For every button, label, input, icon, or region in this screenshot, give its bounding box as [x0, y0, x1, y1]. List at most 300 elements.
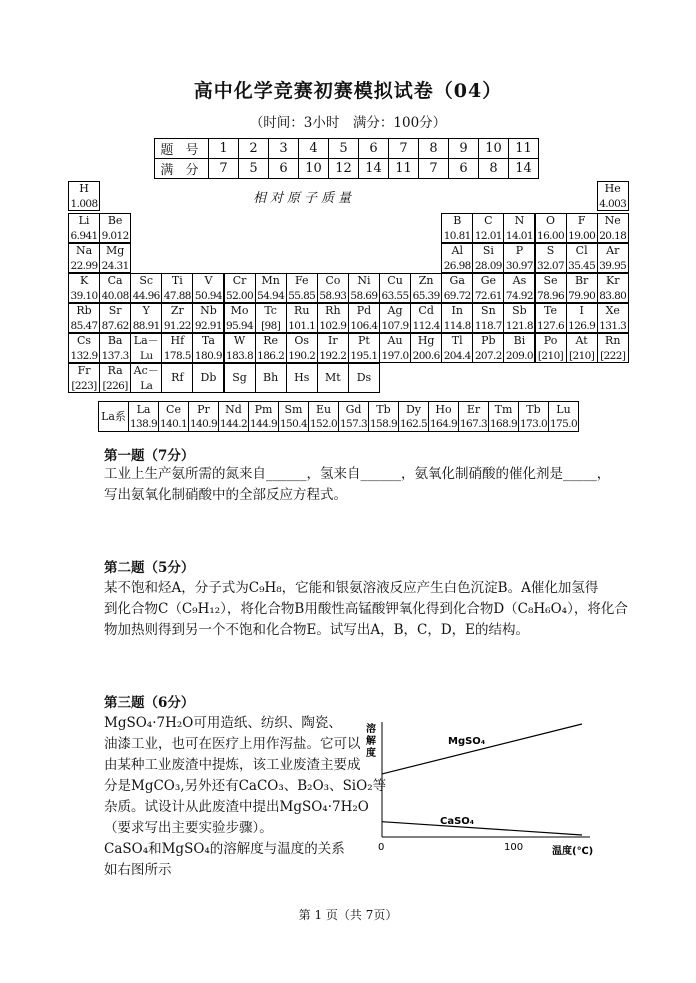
element-symbol: Sg: [232, 371, 247, 384]
element-mass: [210]: [569, 350, 595, 362]
element-symbol: Tl: [451, 334, 463, 347]
element-cell-bi: [503, 333, 535, 363]
element-mass: 190.2: [288, 350, 316, 362]
element-symbol: Sn: [481, 304, 496, 317]
element-symbol: Re: [263, 334, 279, 347]
question-number-cell: 3: [269, 139, 299, 159]
element-mass: 106.4: [350, 320, 378, 332]
element-cell-xe: [597, 303, 629, 333]
element-cell-li: [68, 213, 100, 243]
element-symbol: Pd: [356, 304, 372, 317]
element-cell-pb: [472, 333, 504, 363]
element-mass: 47.88: [163, 290, 191, 302]
element-symbol: At: [575, 334, 588, 347]
element-mass: 74.92: [505, 290, 533, 302]
element-symbol: Tc: [264, 304, 277, 317]
score-table-row-label: 题 号: [155, 139, 209, 159]
element-mass: 1.008: [70, 198, 98, 210]
element-cell-n: [503, 213, 535, 243]
element-mass: 4.003: [599, 198, 627, 210]
element-symbol: O: [546, 214, 556, 227]
element-mass: 204.4: [443, 350, 471, 362]
element-symbol: H: [79, 182, 89, 195]
element-symbol: La－: [133, 334, 159, 347]
element-cell-mo: [224, 303, 256, 333]
element-cell-os: [286, 333, 318, 363]
question-1-heading: 第一题（7分）: [104, 448, 195, 464]
element-symbol: He: [604, 182, 621, 195]
element-mass: 195.1: [350, 350, 378, 362]
element-symbol: Ni: [357, 274, 371, 287]
question-number-cell: 6: [359, 139, 389, 159]
element-symbol: I: [579, 304, 584, 317]
element-cell-na: [68, 243, 100, 273]
element-symbol: As: [512, 274, 527, 287]
element-cell-hf: [161, 333, 193, 363]
element-mass: 9.012: [101, 230, 129, 242]
question-score-cell: 14: [359, 159, 389, 179]
element-symbol: Db: [200, 371, 217, 384]
element-mass: 35.45: [568, 260, 596, 272]
lanthanide-cell-la: La 138.9: [129, 402, 158, 430]
element-mass: [226]: [102, 380, 128, 392]
element-cell-ba: [99, 333, 131, 363]
element-cell-be: [99, 213, 131, 243]
element-symbol: Ne: [604, 214, 621, 227]
element-mass: 209.0: [505, 350, 533, 362]
element-symbol: Be: [107, 214, 123, 227]
question-number-cell: 4: [299, 139, 329, 159]
question-score-cell: 5: [239, 159, 269, 179]
element-cell-pd: [348, 303, 380, 333]
element-mass: 127.6: [537, 320, 565, 332]
element-symbol: Xe: [605, 304, 620, 317]
element-cell-db: [192, 363, 224, 393]
element-symbol: Po: [543, 334, 558, 347]
lanthanide-cell-lu: Lu 175.0: [549, 402, 578, 430]
element-mass: 50.94: [194, 290, 222, 302]
element-cell-ne: [597, 213, 629, 243]
element-mass: 112.4: [412, 320, 440, 332]
question-2-heading: 第二题（5分）: [104, 560, 195, 576]
element-cell-tc: [255, 303, 287, 333]
element-mass: 39.95: [599, 260, 627, 272]
element-cell-ag: [379, 303, 411, 333]
element-mass: 87.62: [101, 320, 129, 332]
element-symbol: Al: [451, 244, 463, 257]
element-cell-o: [535, 213, 567, 243]
element-cell-y: [130, 303, 162, 333]
element-mass: 200.6: [412, 350, 440, 362]
element-cell-rh: [317, 303, 349, 333]
question-score-cell: 10: [299, 159, 329, 179]
series-label-caso4: CaSO₄: [440, 816, 475, 827]
element-symbol: Ru: [294, 304, 310, 317]
element-symbol: Zr: [170, 304, 184, 317]
element-cell-ge: [472, 273, 504, 303]
element-cell-ds: [348, 363, 380, 393]
element-symbol: Bh: [263, 371, 279, 384]
element-cell-f: [566, 213, 598, 243]
element-mass: 114.8: [443, 320, 471, 332]
element-symbol: Pt: [358, 334, 370, 347]
question-3-line-7: CaSO₄和MgSO₄的溶解度与温度的关系: [104, 841, 345, 857]
page-title: 高中化学竞赛初赛模拟试卷（04）: [193, 80, 503, 102]
page-footer: 第 1 页（共 7页）: [298, 908, 398, 922]
lanthanide-cell-ce: Ce 140.1: [159, 402, 188, 430]
element-symbol: Ar: [606, 244, 620, 257]
element-mass: 186.2: [257, 350, 285, 362]
element-symbol: P: [515, 244, 524, 257]
element-mass: 102.9: [319, 320, 347, 332]
element-cell-cu: [379, 273, 411, 303]
element-mass: 30.97: [505, 260, 533, 272]
element-cell-mg: [99, 243, 131, 273]
element-symbol: Mn: [261, 274, 280, 287]
question-2-line-3: 物加热则得到另一个不饱和化合物E。试写出A，B，C，D，E的结构。: [104, 622, 530, 638]
element-mass: 92.91: [194, 320, 222, 332]
question-3-line-2: 油漆工业，也可在医疗上用作泻盐。它可以: [104, 736, 361, 752]
element-symbol: Na: [75, 244, 93, 257]
element-cell-ti: [161, 273, 193, 303]
element-mass: 107.9: [381, 320, 409, 332]
element-mass: [98]: [261, 320, 281, 332]
x-tick-100: 100: [504, 842, 524, 853]
question-score-cell: 6: [449, 159, 479, 179]
element-mass: 183.8: [226, 350, 254, 362]
question-3-heading: 第三题（6分）: [104, 695, 195, 711]
element-cell-h: [68, 181, 100, 211]
series-label-mgso4: MgSO₄: [448, 736, 486, 747]
question-number-cell: 11: [509, 139, 539, 159]
series-line-caso4: [382, 822, 582, 835]
element-symbol: Zn: [418, 274, 434, 287]
element-mass: 78.96: [537, 290, 565, 302]
lanthanide-cell-tb: Tb 158.9: [369, 402, 398, 430]
element-cell-in: [441, 303, 473, 333]
element-symbol: B: [453, 214, 462, 227]
element-cell-ga: [441, 273, 473, 303]
element-symbol: Bi: [513, 334, 526, 347]
question-1-line-2: 写出氨氧化制硝酸中的全部反应方程式。: [104, 487, 347, 503]
lanthanide-cell-pr: Pr 140.9: [189, 402, 218, 430]
element-symbol: Os: [294, 334, 310, 347]
score-table-row-label: 满 分: [155, 159, 209, 179]
element-cell-rf: [161, 363, 193, 393]
question-number-cell: 10: [479, 139, 509, 159]
element-mass: 55.85: [288, 290, 316, 302]
element-symbol: K: [79, 274, 89, 287]
question-score-cell: 7: [419, 159, 449, 179]
element-cell-ra: [99, 363, 131, 393]
element-mass: 52.00: [226, 290, 254, 302]
element-cell-tl: [441, 333, 473, 363]
element-cell-te: [535, 303, 567, 333]
element-mass: 85.47: [70, 320, 98, 332]
page-subtitle: （时间：3小时 满分：100分）: [249, 115, 447, 131]
element-symbol: Au: [387, 334, 403, 347]
element-cell-ar: [597, 243, 629, 273]
question-score-cell: 12: [329, 159, 359, 179]
element-symbol: Ge: [480, 274, 496, 287]
question-score-cell: 14: [509, 159, 539, 179]
element-mass: 118.7: [474, 320, 502, 332]
element-mass: 58.69: [350, 290, 378, 302]
element-mass: Lu: [139, 350, 153, 362]
question-score-cell: 8: [479, 159, 509, 179]
element-symbol: Rh: [325, 304, 341, 317]
element-mass: 207.2: [474, 350, 502, 362]
element-mass: 14.01: [505, 230, 533, 242]
element-mass: 63.55: [381, 290, 409, 302]
element-cell-bh: [255, 363, 287, 393]
element-mass: 192.2: [319, 350, 347, 362]
element-cell-c: [472, 213, 504, 243]
element-cell-as: [503, 273, 535, 303]
element-symbol: Br: [574, 274, 589, 287]
lanthanide-cell-tm: Tm 168.9: [489, 402, 518, 430]
element-cell-ac: [130, 363, 162, 393]
question-1-line-1: 工业上生产氨所需的氮来自______，氢来自______，氨氧化制硝酸的催化剂是_____，: [104, 466, 611, 482]
element-cell-k: [68, 273, 100, 303]
element-mass: 22.99: [70, 260, 98, 272]
element-mass: [222]: [600, 350, 626, 362]
element-symbol: Rb: [76, 304, 92, 317]
element-symbol: W: [233, 334, 246, 347]
score-table: [154, 138, 539, 179]
lanthanide-cell-tb: Tb 173.0: [519, 402, 548, 430]
element-symbol: Sr: [108, 304, 122, 317]
element-symbol: Cu: [387, 274, 403, 287]
element-symbol: Ta: [201, 334, 215, 347]
element-cell-sb: [503, 303, 535, 333]
element-cell-s: [535, 243, 567, 273]
periodic-table-title: 相对原子质量: [253, 191, 356, 206]
element-cell-fr: [68, 363, 100, 393]
element-symbol: Hf: [170, 334, 185, 347]
element-cell-sg: [224, 363, 256, 393]
question-score-cell: 6: [269, 159, 299, 179]
element-cell-kr: [597, 273, 629, 303]
element-symbol: Co: [325, 274, 341, 287]
element-cell-nb: [192, 303, 224, 333]
element-symbol: Cl: [575, 244, 588, 257]
element-mass: 131.3: [599, 320, 627, 332]
question-3-line-4: 分是MgCO₃,另外还有CaCO₃、B₂O₃、SiO₂等: [104, 778, 387, 794]
element-mass: 65.39: [412, 290, 440, 302]
element-mass: 197.0: [381, 350, 409, 362]
element-cell-i: [566, 303, 598, 333]
lanthanide-cell-ho: Ho 164.9: [429, 402, 458, 430]
element-symbol: Ti: [171, 274, 183, 287]
element-mass: 72.61: [474, 290, 502, 302]
element-cell-la: [130, 333, 162, 363]
element-mass: 26.98: [443, 260, 471, 272]
element-mass: 137.3: [101, 350, 129, 362]
element-symbol: Mg: [105, 244, 125, 257]
element-symbol: Fe: [294, 274, 309, 287]
element-mass: 32.07: [537, 260, 565, 272]
element-mass: 79.90: [568, 290, 596, 302]
element-mass: 28.09: [474, 260, 502, 272]
element-cell-cr: [224, 273, 256, 303]
element-cell-cd: [410, 303, 442, 333]
element-symbol: Ds: [356, 371, 372, 384]
element-symbol: Cs: [77, 334, 92, 347]
question-score-cell: 7: [209, 159, 239, 179]
element-cell-sr: [99, 303, 131, 333]
element-mass: La: [140, 380, 153, 392]
element-mass: 39.10: [70, 290, 98, 302]
element-symbol: Sb: [512, 304, 527, 317]
element-cell-ir: [317, 333, 349, 363]
element-mass: 121.8: [505, 320, 533, 332]
element-symbol: Y: [142, 304, 150, 317]
element-cell-cl: [566, 243, 598, 273]
question-2-line-1: 某不饱和烃A，分子式为C₉H₈，它能和银氨溶液反应产生白色沉淀B。A催化加氢得: [104, 580, 599, 596]
question-score-cell: 11: [389, 159, 419, 179]
element-cell-w: [224, 333, 256, 363]
element-mass: 44.96: [132, 290, 160, 302]
element-symbol: In: [451, 304, 463, 317]
element-mass: 10.81: [443, 230, 471, 242]
solubility-chart: [360, 712, 600, 862]
lanthanide-cell-dy: Dy 162.5: [399, 402, 428, 430]
question-3-line-1: MgSO₄·7H₂O可用造纸、纺织、陶瓷、: [104, 715, 342, 731]
lanthanide-cell-eu: Eu 152.0: [309, 402, 338, 430]
element-symbol: Ir: [328, 334, 338, 347]
element-cell-si: [472, 243, 504, 273]
element-symbol: Ca: [107, 274, 123, 287]
element-symbol: Rn: [605, 334, 621, 347]
element-cell-ni: [348, 273, 380, 303]
element-symbol: Hs: [294, 371, 310, 384]
element-symbol: Ag: [387, 304, 403, 317]
element-cell-co: [317, 273, 349, 303]
element-symbol: Mo: [230, 304, 249, 317]
element-cell-he: [597, 181, 629, 211]
score-table-row-scores: [155, 159, 539, 179]
question-3-line-6: （要求写出主要实验步骤）。: [104, 820, 273, 836]
element-symbol: Rf: [171, 371, 184, 384]
element-mass: 180.9: [194, 350, 222, 362]
element-symbol: Ac－: [133, 364, 159, 377]
lanthanide-cell-sm: Sm 150.4: [279, 402, 308, 430]
question-number-cell: 5: [329, 139, 359, 159]
element-mass: 95.94: [226, 320, 254, 332]
element-mass: 69.72: [443, 290, 471, 302]
element-symbol: Ga: [449, 274, 465, 287]
element-cell-hs: [286, 363, 318, 393]
element-cell-p: [503, 243, 535, 273]
element-mass: 132.9: [70, 350, 98, 362]
question-3-line-5: 杂质。试设计从此废渣中提出MgSO₄·7H₂O: [104, 799, 369, 815]
element-symbol: N: [514, 214, 525, 227]
element-mass: 16.00: [537, 230, 565, 242]
element-cell-ca: [99, 273, 131, 303]
element-mass: 91.22: [163, 320, 191, 332]
series-line-mgso4: [382, 724, 582, 774]
element-symbol: Kr: [605, 274, 620, 287]
element-mass: 126.9: [568, 320, 596, 332]
element-symbol: Pb: [481, 334, 496, 347]
element-symbol: Ra: [107, 364, 123, 377]
element-cell-cs: [68, 333, 100, 363]
element-mass: 58.93: [319, 290, 347, 302]
element-cell-fe: [286, 273, 318, 303]
lanthanide-cell-er: Er 167.3: [459, 402, 488, 430]
element-cell-at: [566, 333, 598, 363]
x-tick-0: 0: [378, 842, 385, 853]
element-cell-rn: [597, 333, 629, 363]
element-mass: 101.1: [288, 320, 316, 332]
lanthanide-cell-nd: Nd 144.2: [219, 402, 248, 430]
question-number-cell: 2: [239, 139, 269, 159]
element-cell-po: [535, 333, 567, 363]
element-mass: 40.08: [101, 290, 129, 302]
question-number-cell: 1: [209, 139, 239, 159]
question-number-cell: 9: [449, 139, 479, 159]
lanthanide-cell-pm: Pm 144.9: [249, 402, 278, 430]
element-symbol: Hg: [417, 334, 435, 347]
element-symbol: Li: [78, 214, 90, 227]
element-mass: 24.31: [101, 260, 129, 272]
element-mass: 54.94: [257, 290, 285, 302]
element-cell-au: [379, 333, 411, 363]
element-symbol: V: [204, 274, 213, 287]
element-symbol: Cr: [232, 274, 247, 287]
element-symbol: C: [484, 214, 493, 227]
question-3-line-3: 由某种工业废渣中提炼，该工业废渣主要成: [104, 757, 361, 773]
element-cell-zn: [410, 273, 442, 303]
element-cell-b: [441, 213, 473, 243]
element-cell-mn: [255, 273, 287, 303]
y-axis-label: 溶 解 度: [366, 724, 376, 759]
element-symbol: Cd: [418, 304, 434, 317]
element-cell-v: [192, 273, 224, 303]
element-mass: 20.18: [599, 230, 627, 242]
element-mass: [223]: [71, 380, 97, 392]
element-mass: [210]: [537, 350, 564, 362]
element-cell-al: [441, 243, 473, 273]
element-symbol: Mt: [325, 371, 341, 384]
element-mass: 12.01: [474, 230, 502, 242]
question-3-line-8: 如右图所示: [104, 862, 172, 878]
score-table-row-numbers: [155, 139, 539, 159]
element-cell-rb: [68, 303, 100, 333]
element-mass: 6.941: [70, 230, 98, 242]
question-number-cell: 8: [419, 139, 449, 159]
element-cell-pt: [348, 333, 380, 363]
element-cell-br: [566, 273, 598, 303]
element-symbol: S: [546, 244, 555, 257]
element-cell-ru: [286, 303, 318, 333]
element-cell-se: [535, 273, 567, 303]
question-2-line-2: 到化合物C（C₉H₁₂），将化合物B用酸性高锰酸钾氧化得到化合物D（C₈H₆O₄），将化合: [104, 601, 628, 617]
element-cell-sn: [472, 303, 504, 333]
element-symbol: Fr: [77, 364, 91, 377]
element-mass: 88.91: [132, 320, 160, 332]
lanthanide-label: La系: [99, 402, 129, 432]
periodic-table: [68, 181, 627, 392]
element-cell-ta: [192, 333, 224, 363]
element-symbol: F: [577, 214, 586, 227]
lanthanide-cell-gd: Gd 157.3: [339, 402, 368, 430]
element-cell-re: [255, 333, 287, 363]
element-mass: 19.00: [568, 230, 596, 242]
element-cell-hg: [410, 333, 442, 363]
element-symbol: Ba: [107, 334, 123, 347]
